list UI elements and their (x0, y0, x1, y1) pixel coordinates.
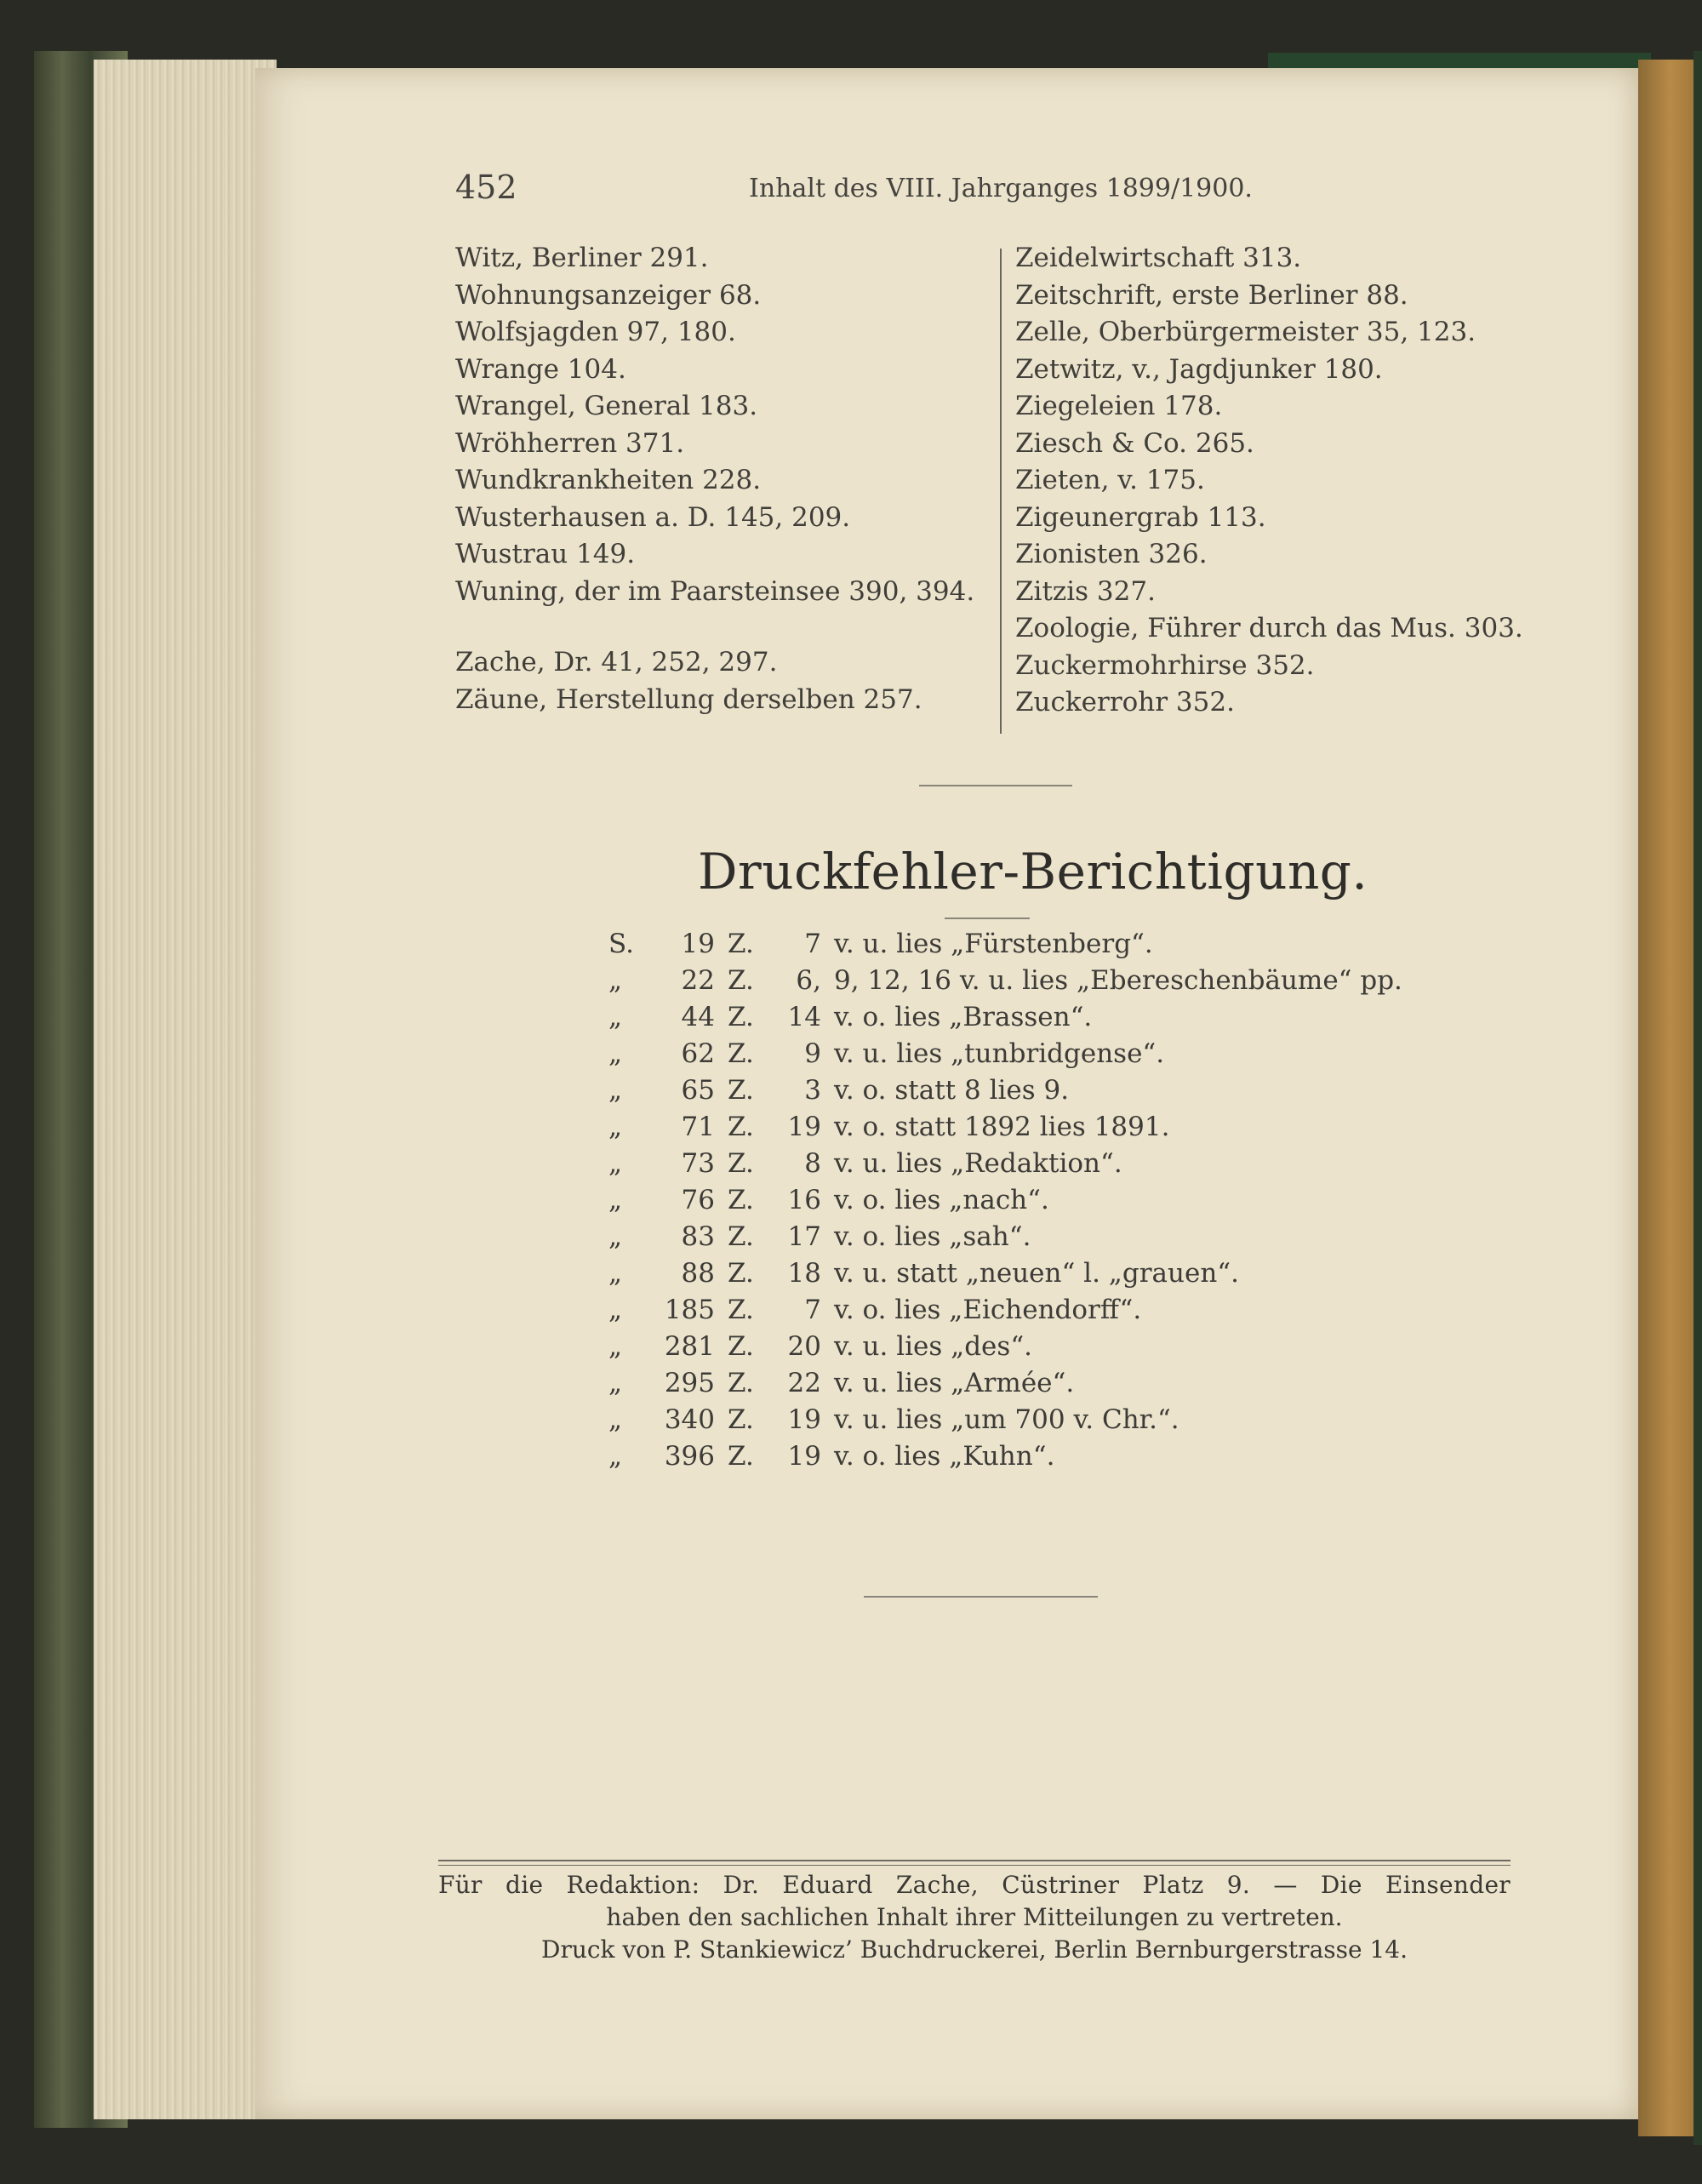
index-entry: Wundkrankheiten 228. (455, 465, 762, 495)
index-entry: Wusterhausen a. D. 145, 209. (455, 501, 851, 533)
errata-mark: S. (608, 929, 634, 959)
errata-row (608, 1329, 1417, 1365)
errata-z: Z. (728, 1038, 754, 1069)
page-number: 452 (455, 169, 517, 206)
errata-row (608, 1146, 1417, 1182)
index-entry: Wuning, der im Paarsteinsee 390, 394. (455, 575, 975, 607)
errata-text: v. u. lies „Redaktion“. (834, 1148, 1122, 1179)
errata-mark: „ (608, 1185, 623, 1215)
index-entry: Wustrau 149. (455, 539, 636, 569)
page-edges (94, 60, 277, 2119)
errata-text: v. o. lies „Kuhn“. (834, 1441, 1055, 1472)
errata-page: 88 (681, 1258, 715, 1289)
errata-line: 8 (804, 1148, 821, 1179)
column-divider (1000, 249, 1002, 734)
errata-line: 3 (804, 1075, 821, 1106)
errata-z: Z. (728, 1258, 754, 1289)
errata-row (608, 1072, 1417, 1109)
section-divider (919, 785, 1072, 786)
running-title: Inhalt des VIII. Jahrganges 1899/1900. (749, 174, 1253, 203)
errata-mark: „ (608, 1002, 623, 1032)
index-entry: Wohnungsanzeiger 68. (455, 279, 762, 311)
errata-line: 17 (787, 1221, 821, 1252)
errata-mark: „ (608, 1331, 623, 1362)
book-binding-strip (1268, 53, 1651, 68)
errata-page: 281 (664, 1331, 715, 1362)
errata-row (608, 1292, 1417, 1329)
errata-page: 185 (664, 1295, 715, 1325)
index-entry: Ziesch & Co. 265. (1015, 427, 1254, 459)
book-cover-edge (1693, 51, 1702, 2145)
index-gap (455, 610, 1000, 644)
index-entry: Zäune, Herstellung derselben 257. (455, 683, 922, 715)
errata-page: 76 (681, 1185, 715, 1215)
index-entry: Zionisten 326. (1015, 539, 1208, 569)
errata-line: 18 (787, 1258, 821, 1289)
index-entry: Zuckermohrhirse 352. (1015, 649, 1315, 681)
errata-mark: „ (608, 1112, 623, 1142)
errata-line: 19 (787, 1112, 821, 1142)
errata-line: 19 (787, 1404, 821, 1435)
errata-line: 9 (804, 1038, 821, 1069)
errata-text: v. o. lies „Brassen“. (834, 1002, 1093, 1032)
errata-z: Z. (728, 1148, 754, 1179)
errata-z: Z. (728, 1185, 754, 1215)
errata-page: 340 (664, 1404, 715, 1435)
imprint-line: Druck von P. Stankiewicz’ Buchdruckerei, Berlin Bernburgerstrasse 14. (541, 1935, 1408, 1964)
errata-line: 6, (796, 965, 821, 996)
index-entry: Ziegeleien 178. (1015, 391, 1223, 421)
errata-mark: „ (608, 1404, 623, 1435)
imprint-line: Für die Redaktion: Dr. Eduard Zache, Cüstriner Platz 9. — Die Einsender (438, 1871, 1511, 1899)
index-entry: Zieten, v. 175. (1015, 465, 1205, 495)
errata-mark: „ (608, 1295, 623, 1325)
index-entry: Wrangel, General 183. (455, 391, 758, 421)
book-cover-right (1638, 60, 1702, 2136)
index-entry: Zetwitz, v., Jagdjunker 180. (1015, 353, 1383, 385)
errata-title: Druckfehler-Berichtigung. (698, 843, 1368, 900)
errata-mark: „ (608, 1258, 623, 1289)
errata-mark: „ (608, 1038, 623, 1069)
index-column-left (455, 240, 1000, 718)
title-underline (945, 918, 1030, 919)
errata-list (608, 926, 1417, 1475)
errata-page: 83 (681, 1221, 715, 1252)
errata-z: Z. (728, 1075, 754, 1106)
index-entry: Zuckerrohr 352. (1015, 687, 1235, 718)
errata-z: Z. (728, 929, 754, 959)
errata-line: 16 (787, 1185, 821, 1215)
errata-page: 71 (681, 1112, 715, 1142)
index-entry: Zoologie, Führer durch das Mus. 303. (1015, 613, 1523, 643)
errata-row (608, 963, 1417, 999)
errata-page: 44 (681, 1002, 715, 1032)
errata-row (608, 1255, 1417, 1292)
errata-text: v. u. lies „Armée“. (834, 1368, 1075, 1398)
errata-mark: „ (608, 1221, 623, 1252)
errata-mark: „ (608, 1368, 623, 1398)
index-entry: Zigeunergrab 113. (1015, 501, 1266, 533)
errata-line: 20 (787, 1331, 821, 1362)
errata-page: 62 (681, 1038, 715, 1069)
errata-page: 396 (664, 1441, 715, 1472)
errata-row (608, 1182, 1417, 1219)
errata-z: Z. (728, 1368, 754, 1398)
errata-z: Z. (728, 1112, 754, 1142)
errata-z: Z. (728, 1002, 754, 1032)
errata-mark: „ (608, 1441, 623, 1472)
errata-page: 22 (681, 965, 715, 996)
errata-line: 19 (787, 1441, 821, 1472)
errata-text: v. o. statt 1892 lies 1891. (834, 1112, 1170, 1142)
errata-text: v. o. lies „Eichendorff“. (834, 1295, 1142, 1325)
errata-row (608, 1109, 1417, 1146)
index-entry: Zitzis 327. (1015, 575, 1156, 607)
errata-text: v. o. lies „nach“. (834, 1185, 1049, 1215)
index-entry: Wolfsjagden 97, 180. (455, 317, 736, 347)
errata-line: 22 (787, 1368, 821, 1398)
errata-text: v. u. statt „neuen“ l. „grauen“. (834, 1258, 1239, 1289)
index-entry: Zeitschrift, erste Berliner 88. (1015, 279, 1408, 311)
errata-row (608, 926, 1417, 963)
index-entry: Zelle, Oberbürgermeister 35, 123. (1015, 317, 1476, 347)
errata-text: v. u. lies „Fürstenberg“. (834, 929, 1153, 959)
errata-row (608, 999, 1417, 1036)
errata-text: v. u. lies „des“. (834, 1331, 1033, 1362)
errata-row (608, 1365, 1417, 1402)
errata-z: Z. (728, 1404, 754, 1435)
errata-mark: „ (608, 1148, 623, 1179)
imprint-line: haben den sachlichen Inhalt ihrer Mitteilungen zu vertreten. (606, 1903, 1343, 1931)
errata-line: 7 (804, 1295, 821, 1325)
errata-text: v. u. lies „tunbridgense“. (834, 1038, 1165, 1069)
imprint-footer (438, 1869, 1511, 1966)
errata-z: Z. (728, 1441, 754, 1472)
index-entry: Wröhherren 371. (455, 427, 685, 459)
errata-z: Z. (728, 965, 754, 996)
errata-text: v. u. lies „um 700 v. Chr.“. (834, 1404, 1179, 1435)
errata-z: Z. (728, 1221, 754, 1252)
index-column-right (1015, 240, 1526, 722)
errata-row (608, 1438, 1417, 1475)
errata-mark: „ (608, 1075, 623, 1106)
errata-text: v. o. lies „sah“. (834, 1221, 1031, 1252)
index-entry: Wrange 104. (455, 353, 626, 385)
errata-text: 9, 12, 16 v. u. lies „Ebereschenbäume“ pp. (834, 965, 1402, 996)
footer-rule (438, 1865, 1511, 1866)
errata-z: Z. (728, 1331, 754, 1362)
section-divider (864, 1596, 1098, 1598)
errata-page: 65 (681, 1075, 715, 1106)
errata-mark: „ (608, 965, 623, 996)
errata-row (608, 1219, 1417, 1255)
errata-line: 7 (804, 929, 821, 959)
errata-page: 19 (681, 929, 715, 959)
errata-text: v. o. statt 8 lies 9. (834, 1075, 1070, 1106)
errata-line: 14 (787, 1002, 821, 1032)
errata-z: Z. (728, 1295, 754, 1325)
errata-page: 295 (664, 1368, 715, 1398)
footer-rule (438, 1860, 1511, 1861)
page-header (455, 169, 1253, 211)
errata-row (608, 1036, 1417, 1072)
index-entry: Witz, Berliner 291. (455, 243, 709, 273)
index-entry: Zeidelwirtschaft 313. (1015, 243, 1302, 273)
errata-row (608, 1402, 1417, 1438)
errata-page: 73 (681, 1148, 715, 1179)
index-entry: Zache, Dr. 41, 252, 297. (455, 647, 778, 677)
